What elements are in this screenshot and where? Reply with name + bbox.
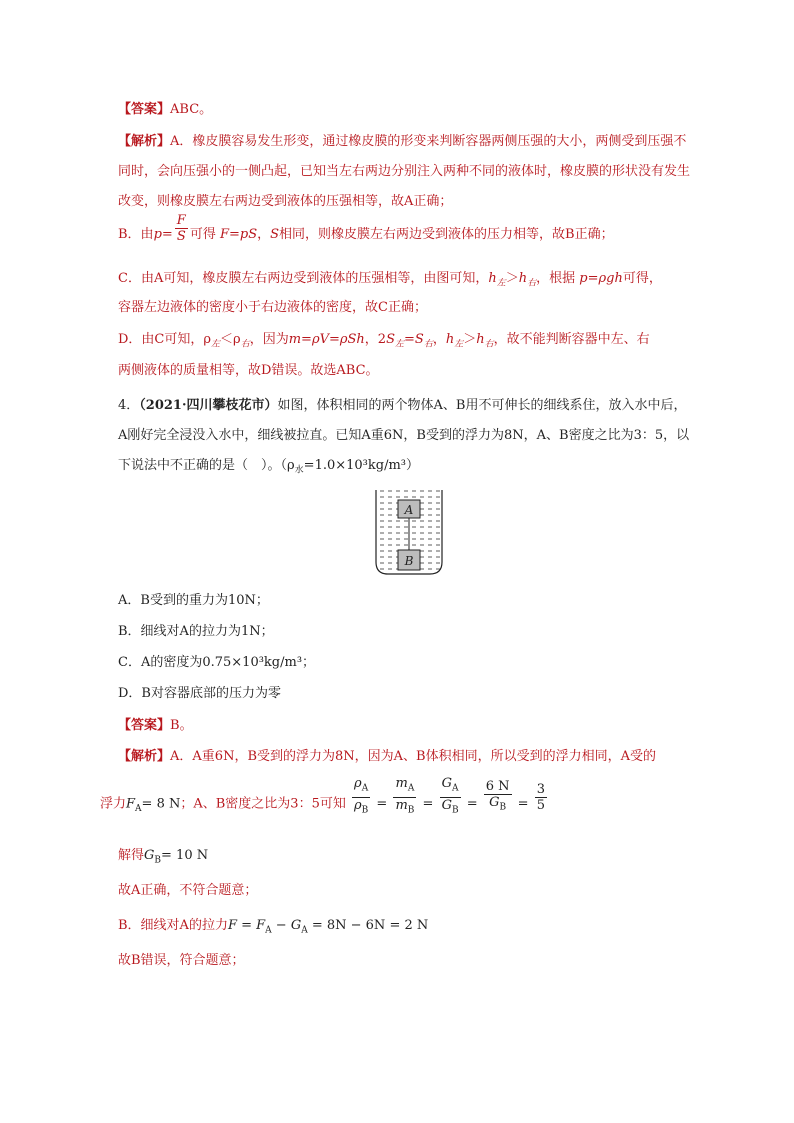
analysis-1-c-line2 <box>118 299 427 317</box>
line5-f: F = F <box>227 918 266 933</box>
b-fraction <box>175 213 188 244</box>
analysis-4-line3 <box>118 847 208 870</box>
c-formula: p=ρgh <box>579 271 623 286</box>
d-s-left: S <box>386 332 395 347</box>
answer-4-tag: 【答案】 <box>118 718 171 733</box>
analysis-tag: 【解析】 <box>118 134 171 149</box>
q4-source: （2021·四川攀枝花市） <box>139 398 278 413</box>
c-h-left: h <box>488 271 497 286</box>
option-a: A．B受到的重力为10N； <box>118 593 269 608</box>
line5-minus: − G <box>271 918 302 933</box>
ratio-n5: 3 <box>536 781 545 797</box>
q4-number: 4． <box>118 398 140 413</box>
b-rest2: 相同，则橡皮膜左右两边受到液体的压力相等，故B正确； <box>279 227 614 242</box>
q4-text: 如图，体积相同的两个物体A、B用不可伸长的细线系住，放入水中后，A刚好完全浸没入水中，细线被拉直。已知A重6N，B受到的浮力为8N，A、B密度之比为3：5，以下说法中不正确的是（ ）。（ρ <box>118 398 690 473</box>
c-line2: 容器左边液体的密度小于右边液体的密度，故C正确； <box>118 300 427 315</box>
line2-b: ；A、B密度之比为3：5可知 <box>180 796 346 812</box>
ratio-n3: G <box>441 776 453 791</box>
analysis-1-c-line1 <box>118 270 662 293</box>
line5-a: B．细线对A的拉力 <box>118 918 228 933</box>
line3-a: 解得 <box>118 848 145 863</box>
ratio-rho <box>352 776 370 818</box>
d-s-sub-left: 左 <box>394 339 404 350</box>
d-h-left: h <box>445 332 455 347</box>
d-line2: 两侧液体的质量相等，故D错误。故选ABC。 <box>118 363 379 378</box>
analysis-4-line2: 浮力$F_A= 8$ N；A、B密度之比为3：5可知 $\frac{\rho_A}{\rho_B}$ = $\frac{m_A}{m_B}$ = $\frac{G_A}{G_B}$ = $\frac{6 N}{G_B}$ = $\frac{3}{5}$ <box>100 790 549 818</box>
ratio-d3: G <box>441 797 452 813</box>
d-sub-left: 左 <box>211 339 221 350</box>
line3-f: G <box>144 848 155 863</box>
option-b: B．细线对A的拉力为1N； <box>118 624 274 639</box>
d-s-sub-right: 右 <box>423 339 433 350</box>
d-gt: ＞ <box>463 332 477 347</box>
line3-val: = 10 N <box>161 848 209 863</box>
label-b: B <box>404 554 414 568</box>
ratio-d4s: B <box>499 802 507 813</box>
analysis-4-tag: 【解析】 <box>118 749 171 764</box>
option-d: D．B对容器底部的压力为零 <box>118 686 281 701</box>
d-h-right: h <box>476 332 485 347</box>
ratio-g <box>440 776 461 818</box>
ratio-n1s: A <box>361 783 369 794</box>
analysis-4-line6: 故B错误，符合题意； <box>118 953 245 968</box>
line2-a: 浮力 <box>100 796 127 812</box>
b-s: S <box>270 227 280 242</box>
ratio-n2s: A <box>407 783 415 794</box>
ratio-n2: m <box>395 776 408 791</box>
b-numerator: F <box>176 213 186 228</box>
b-prefix: B．由 <box>118 227 154 242</box>
analysis-1-a-text: A．橡皮膜容易发生形变，通过橡皮膜的形变来判断容器两侧压强的大小，两侧受到压强不同时，会向压强小的一侧凸起，已知当左右两边分别注入两种不同的液体时，橡皮膜的形状没有发生改变，则橡皮膜左右两边受到液体的压强相等，故A正确； <box>118 134 691 209</box>
question-4 <box>118 391 694 486</box>
d-eq: =S <box>404 332 424 347</box>
ratio-n4: 6 N <box>485 778 510 794</box>
option-c: C．A的密度为0.75×10³kg/m³； <box>118 655 316 670</box>
b-eq: = <box>161 227 173 242</box>
line5-sub1: A <box>265 925 272 936</box>
beaker-figure <box>372 488 446 576</box>
answer-tag: 【答案】 <box>118 102 171 117</box>
c-line1-c: 可得， <box>622 271 662 286</box>
analysis-1-a <box>118 127 694 217</box>
d-h-sub-left: 左 <box>454 339 464 350</box>
c-line1-a: C．由A可知，橡皮膜左右两边受到液体的压强相等，由图可知， <box>118 271 489 286</box>
c-gt: ＞ <box>505 271 519 286</box>
analysis-4-line5 <box>118 917 428 940</box>
line2-sub: A <box>135 804 142 815</box>
b-rest1: ， <box>257 227 271 242</box>
d-sub-right: 右 <box>240 339 250 350</box>
ratio-d2s: B <box>407 805 415 816</box>
ratio-m <box>393 776 416 818</box>
line5-sub2: A <box>301 925 308 936</box>
ratio-d3s: B <box>451 805 459 816</box>
analysis-1-d-line1 <box>118 331 650 354</box>
answer-text: ABC。 <box>170 102 213 117</box>
c-sub-right: 右 <box>527 278 537 289</box>
b-var: p <box>153 227 162 242</box>
line5-val: = 8N − 6N = 2 N <box>307 918 429 933</box>
b-denominator: S <box>176 229 186 244</box>
d-line1-c: ， <box>432 332 446 347</box>
d-line1-a: D．由C可知，ρ <box>118 332 212 347</box>
ratio-d5: 5 <box>536 797 545 813</box>
c-line1-b: ，根据 <box>536 271 576 286</box>
q4-water-sub: 水 <box>294 465 304 476</box>
c-h-right: h <box>518 271 528 286</box>
d-lt: ＜ρ <box>220 332 241 347</box>
d-line1-d: ，故不能判断容器中左、右 <box>493 332 650 347</box>
label-a: A <box>404 503 414 517</box>
d-line1-b: ，因为 <box>249 332 289 347</box>
b-mid: 可得 <box>189 227 216 242</box>
ratio-d1: ρ <box>353 797 362 813</box>
c-sub-left: 左 <box>496 278 506 289</box>
b-formula: F=pS <box>219 227 258 242</box>
analysis-1-d-line2 <box>118 362 379 380</box>
analysis-4-line4: 故A正确，不符合题意； <box>118 883 258 898</box>
ratio-d4: G <box>489 794 500 810</box>
line2-val: = 8 N <box>141 796 181 812</box>
analysis-4-line1 <box>118 748 656 766</box>
d-formula: m=ρV=ρSh <box>288 332 365 347</box>
ratio-3-5 <box>535 782 547 813</box>
ratio-n1: ρ <box>354 776 362 791</box>
ratio-d2: m <box>395 797 408 813</box>
q4-text-end: =1.0×10³kg/m³） <box>303 458 420 473</box>
d-h-sub-right: 右 <box>484 339 494 350</box>
analysis-1-b <box>118 213 614 244</box>
line3-sub: B <box>154 855 162 866</box>
answer-4 <box>118 717 193 735</box>
ratio-d1s: B <box>361 805 369 816</box>
line2-f: F <box>126 796 136 812</box>
answer-4-text: B。 <box>170 718 193 733</box>
ratio-6n <box>484 779 512 816</box>
ratio-n3s: A <box>452 783 459 794</box>
d-mid: ，2 <box>364 332 387 347</box>
answer-1 <box>118 101 212 119</box>
analysis-4-line1-text: A．A重6N，B受到的浮力为8N，因为A、B体积相同，所以受到的浮力相同，A受的 <box>170 749 656 764</box>
